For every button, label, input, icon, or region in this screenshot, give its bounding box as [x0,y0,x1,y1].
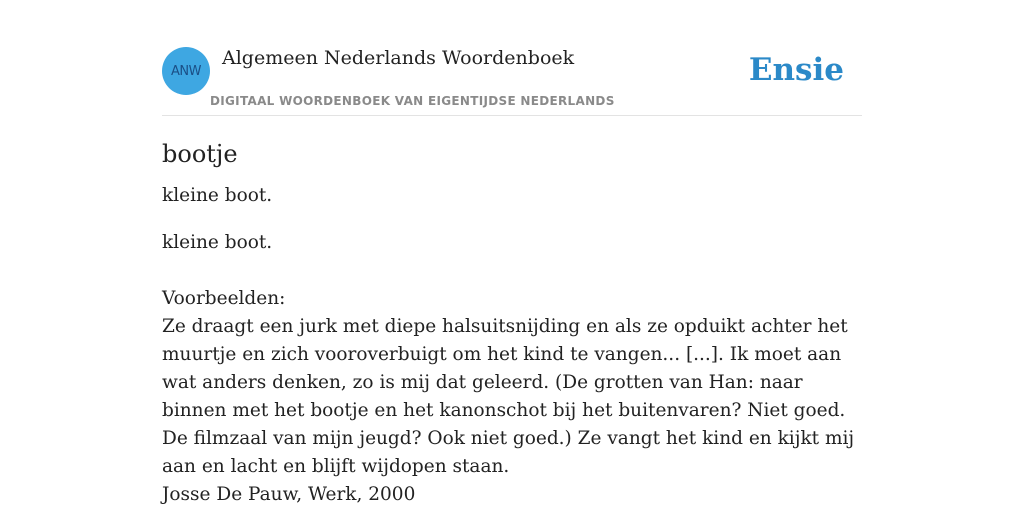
definition-detail [162,229,862,509]
definition-summary: kleine boot. [162,185,273,206]
example-source: Josse De Pauw, Werk, 2000 [162,484,416,505]
entry-word: bootje [162,140,238,168]
examples-heading: Voorbeelden: [162,288,286,309]
dictionary-entry [162,138,862,509]
definition-text: kleine boot. [162,232,273,253]
anw-logo[interactable] [162,47,210,95]
dictionary-subtitle: DIGITAAL WOORDENBOEK VAN EIGENTIJDSE NEDERLANDS [210,94,615,108]
spacer [162,257,862,285]
ensie-brand-link[interactable]: Ensie [748,52,844,88]
anw-logo-text: ANW [171,63,201,79]
example-quote: Ze draagt een jurk met diepe halsuitsnijding en als ze opduikt achter het muurtje en zich vooroverbuigt om het kind te vangen... [...]. Ik moet aan wat anders denken, zo is mij dat geleerd. (De grotten van Han: naar binnen met het bootje en het kanonschot bij het buitenvaren? Niet goed. De filmzaal van mijn jeugd? Ook niet goed.) Ze vangt het kind en kijkt mij aan en lacht en blijft wijdopen staan. [162,316,855,477]
page-header [162,40,862,116]
dictionary-title: Algemeen Nederlands Woordenboek [222,47,575,69]
